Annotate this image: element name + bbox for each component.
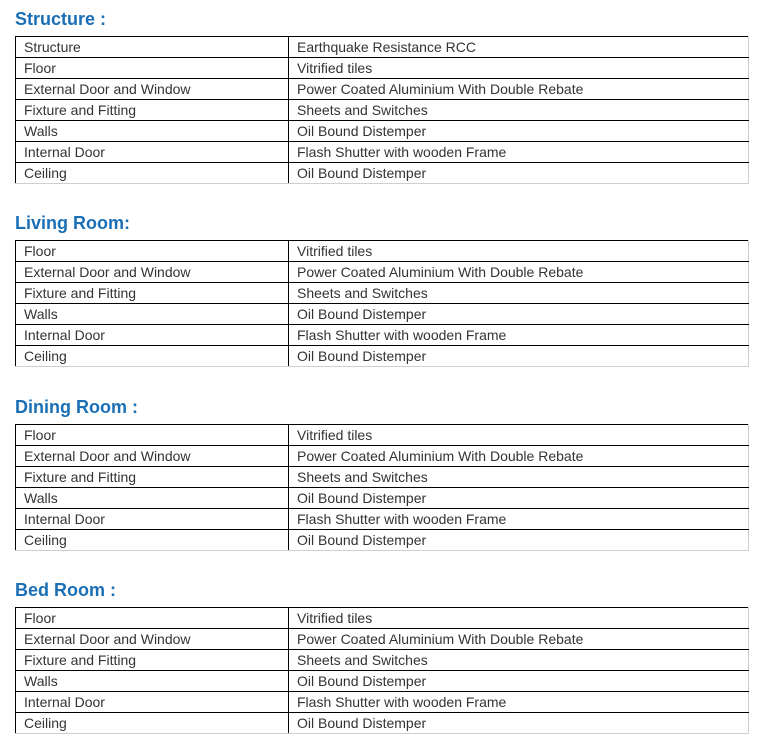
row-value: Vitrified tiles (289, 608, 749, 629)
spec-table (15, 36, 749, 184)
table-row (16, 142, 749, 163)
row-label: Fixture and Fitting (16, 650, 289, 671)
table-row (16, 37, 749, 58)
section-structure (15, 8, 749, 184)
row-label: Floor (16, 425, 289, 446)
row-value: Power Coated Aluminium With Double Rebate (289, 446, 749, 467)
row-label: External Door and Window (16, 629, 289, 650)
table-row (16, 629, 749, 650)
table-row (16, 346, 749, 367)
row-value: Oil Bound Distemper (289, 121, 749, 142)
row-label: Floor (16, 58, 289, 79)
row-value: Power Coated Aluminium With Double Rebate (289, 79, 749, 100)
table-row (16, 262, 749, 283)
row-value: Oil Bound Distemper (289, 346, 749, 367)
row-label: Ceiling (16, 713, 289, 734)
row-value: Oil Bound Distemper (289, 713, 749, 734)
row-value: Sheets and Switches (289, 650, 749, 671)
row-label: Walls (16, 671, 289, 692)
row-value: Oil Bound Distemper (289, 304, 749, 325)
row-value: Sheets and Switches (289, 283, 749, 304)
table-row (16, 530, 749, 551)
row-label: Structure (16, 37, 289, 58)
table-row (16, 509, 749, 530)
table-row (16, 58, 749, 79)
row-label: Ceiling (16, 163, 289, 184)
row-label: Ceiling (16, 346, 289, 367)
table-row (16, 121, 749, 142)
row-label: Floor (16, 241, 289, 262)
row-label: Walls (16, 121, 289, 142)
row-value: Oil Bound Distemper (289, 530, 749, 551)
row-value: Power Coated Aluminium With Double Rebate (289, 262, 749, 283)
spec-table (15, 240, 749, 367)
table-row (16, 467, 749, 488)
spec-table (15, 424, 749, 551)
spec-table (15, 607, 749, 734)
table-row (16, 325, 749, 346)
row-label: Internal Door (16, 325, 289, 346)
section-title: Structure : (15, 9, 107, 29)
row-value: Flash Shutter with wooden Frame (289, 692, 749, 713)
table-row (16, 488, 749, 509)
table-row (16, 304, 749, 325)
row-value: Earthquake Resistance RCC (289, 37, 749, 58)
table-row (16, 692, 749, 713)
row-value: Vitrified tiles (289, 425, 749, 446)
table-row (16, 79, 749, 100)
row-value: Power Coated Aluminium With Double Rebate (289, 629, 749, 650)
row-label: Walls (16, 488, 289, 509)
section-title: Bed Room : (15, 580, 116, 600)
row-value: Sheets and Switches (289, 467, 749, 488)
row-label: Walls (16, 304, 289, 325)
row-label: Internal Door (16, 142, 289, 163)
row-label: Fixture and Fitting (16, 283, 289, 304)
row-label: Floor (16, 608, 289, 629)
section-title: Dining Room : (15, 397, 138, 417)
row-value: Oil Bound Distemper (289, 163, 749, 184)
row-value: Flash Shutter with wooden Frame (289, 509, 749, 530)
table-row (16, 713, 749, 734)
row-label: Fixture and Fitting (16, 100, 289, 121)
row-label: External Door and Window (16, 79, 289, 100)
section-title: Living Room: (15, 213, 130, 233)
row-value: Vitrified tiles (289, 58, 749, 79)
table-row (16, 100, 749, 121)
row-label: Ceiling (16, 530, 289, 551)
row-value: Oil Bound Distemper (289, 488, 749, 509)
row-label: Internal Door (16, 509, 289, 530)
row-value: Oil Bound Distemper (289, 671, 749, 692)
row-value: Flash Shutter with wooden Frame (289, 325, 749, 346)
table-row (16, 425, 749, 446)
table-row (16, 671, 749, 692)
table-row (16, 163, 749, 184)
table-row (16, 650, 749, 671)
table-row (16, 446, 749, 467)
row-label: Fixture and Fitting (16, 467, 289, 488)
row-value: Flash Shutter with wooden Frame (289, 142, 749, 163)
row-value: Sheets and Switches (289, 100, 749, 121)
table-row (16, 608, 749, 629)
section-dining-room (15, 396, 749, 551)
row-label: Internal Door (16, 692, 289, 713)
table-row (16, 283, 749, 304)
table-row (16, 241, 749, 262)
section-living-room (15, 212, 749, 367)
section-bed-room (15, 579, 749, 734)
row-value: Vitrified tiles (289, 241, 749, 262)
row-label: External Door and Window (16, 262, 289, 283)
row-label: External Door and Window (16, 446, 289, 467)
